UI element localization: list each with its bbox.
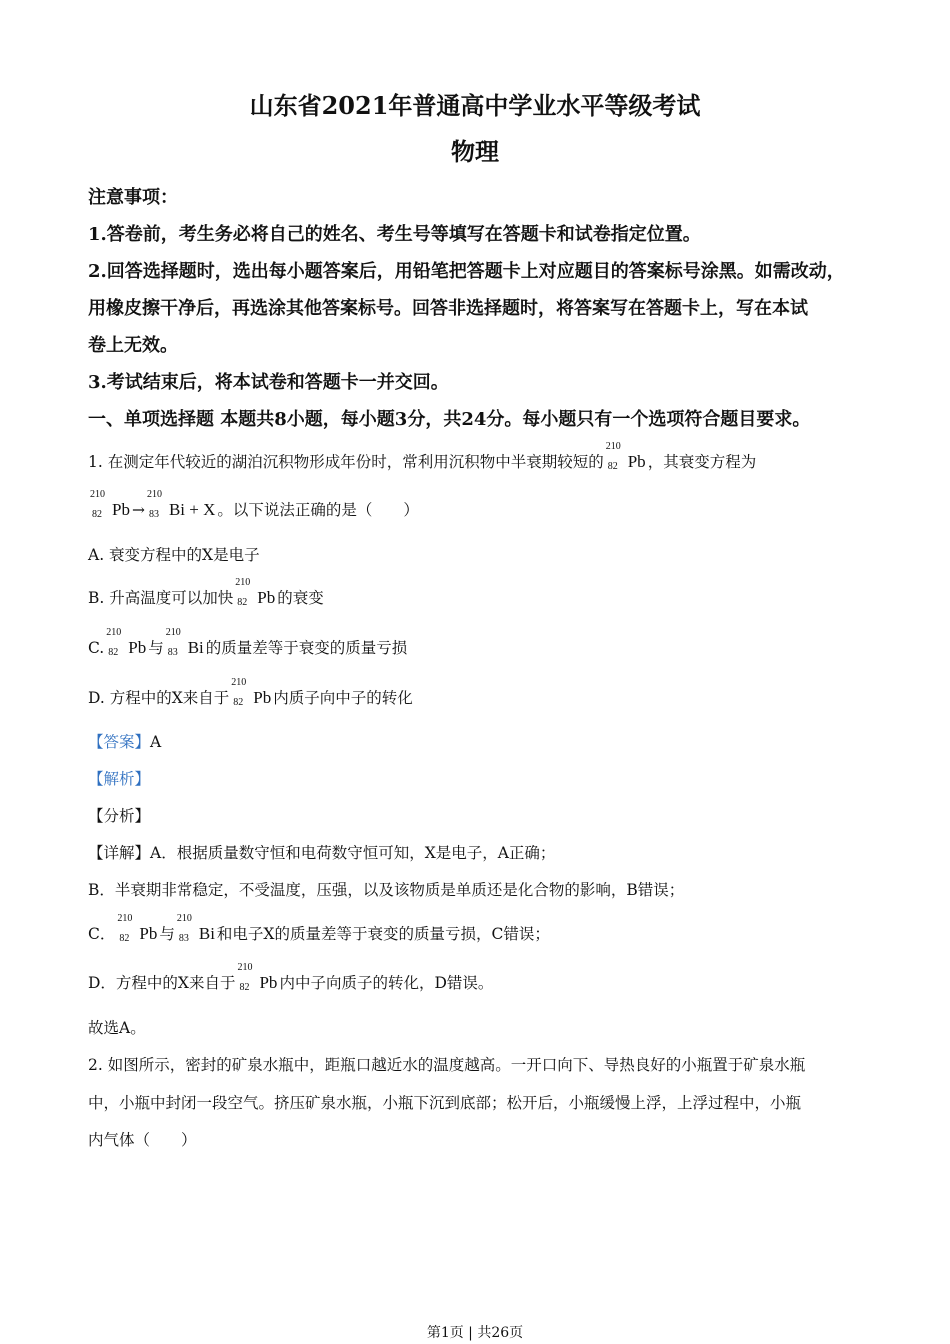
- notice-item-2: 2.回答选择题时，选出每小题答案后，用铅笔把答题卡上对应题目的答案标号涂黑。如需改动，: [88, 261, 845, 282]
- page-footer: 第1页 | 共26页: [426, 1325, 524, 1341]
- nuclide-bi-eq: 210 83 Bi + X: [146, 489, 216, 520]
- notice-heading: 注意事项：: [88, 187, 178, 208]
- nuclide-bi: 210 83 Bi: [176, 913, 215, 944]
- analysis-tag: 【解析】: [88, 770, 151, 788]
- notice-item-1: 1.答卷前，考生务必将自己的姓名、考生号等填写在答题卡和试卷指定位置。: [88, 224, 701, 245]
- notice-item-2-end: 卷上无效。: [88, 335, 178, 356]
- nuclide-pb: 210 82 Pb: [106, 627, 147, 658]
- nuclide-bi: 210 83 Bi: [165, 627, 204, 658]
- q1-option-a: A. 衰变方程中的X是电子: [88, 546, 260, 564]
- arrow: →: [131, 501, 145, 519]
- nuclide-pb: 210 82 Pb: [235, 577, 276, 608]
- q1-detail-c: C． 210 82 Pb 与 210 83 Bi 和电子X的质量差等于衰变的质量亏损，C错误；: [88, 913, 550, 944]
- fenxi-tag: 【分析】: [88, 807, 151, 825]
- q2-stem-line2: 中，小瓶中封闭一段空气。挤压矿泉水瓶，小瓶下沉到底部；松开后，小瓶缓慢上浮，上浮过程中，小瓶: [88, 1094, 802, 1112]
- q1-detail-b: B．半衰期非常稳定，不受温度，压强，以及该物质是单质还是化合物的影响，B错误；: [88, 881, 685, 899]
- exam-title: 山东省2021年普通高中学业水平等级考试: [249, 91, 701, 120]
- section-heading: 一、单项选择题 本题共8小题，每小题3分，共24分。每小题只有一个选项符合题目要求。: [88, 409, 811, 430]
- q1-option-b: B. 升高温度可以加快 210 82 Pb 的衰变: [88, 577, 324, 608]
- notice-item-3: 3.考试结束后，将本试卷和答题卡一并交回。: [88, 372, 449, 393]
- q2-stem-line3: 内气体（ ）: [88, 1131, 197, 1149]
- q1-option-c: C. 210 82 Pb 与 210 83 Bi 的质量差等于衰变的质量亏损: [88, 627, 408, 658]
- nuclide-pb: 210 82 Pb: [90, 489, 130, 520]
- exam-subject: 物理: [451, 137, 499, 166]
- notice-item-2-cont: 用橡皮擦干净后，再选涂其他答案标号。回答非选择题时，将答案写在答题卡上，写在本试: [88, 298, 808, 319]
- nuclide-pb: 210 82 Pb: [231, 677, 272, 708]
- q1-conclusion: 故选A。: [88, 1019, 146, 1037]
- q1-detail-a: 【详解】A．根据质量数守恒和电荷数守恒可知，X是电子，A正确；: [88, 844, 556, 862]
- nuclide-pb: 210 82 Pb: [237, 962, 278, 993]
- nuclide-pb: 210 82 Pb: [117, 913, 158, 944]
- q1-equation: 210 82 Pb → 210 83 Bi + X 。以下说法正确的是（ ）: [90, 489, 419, 520]
- q1-answer: 【答案】A: [88, 733, 162, 751]
- q1-detail-d: D．方程中的X来自于 210 82 Pb 内中子向质子的转化，D错误。: [88, 962, 494, 993]
- answer-tag: 【答案】: [88, 733, 151, 751]
- q2-stem-line1: 2. 如图所示，密封的矿泉水瓶中，距瓶口越近水的温度越高。一开口向下、导热良好的小瓶置于矿泉水瓶: [88, 1056, 806, 1074]
- q1-option-d: D. 方程中的X来自于 210 82 Pb 内质子向中子的转化: [88, 677, 413, 708]
- q1-stem-line1: 1. 在测定年代较近的湖泊沉积物形成年份时，常利用沉积物中半衰期较短的 210 82 Pb ，其衰变方程为: [88, 441, 757, 472]
- nuclide-pb: 210 82 Pb: [605, 441, 646, 472]
